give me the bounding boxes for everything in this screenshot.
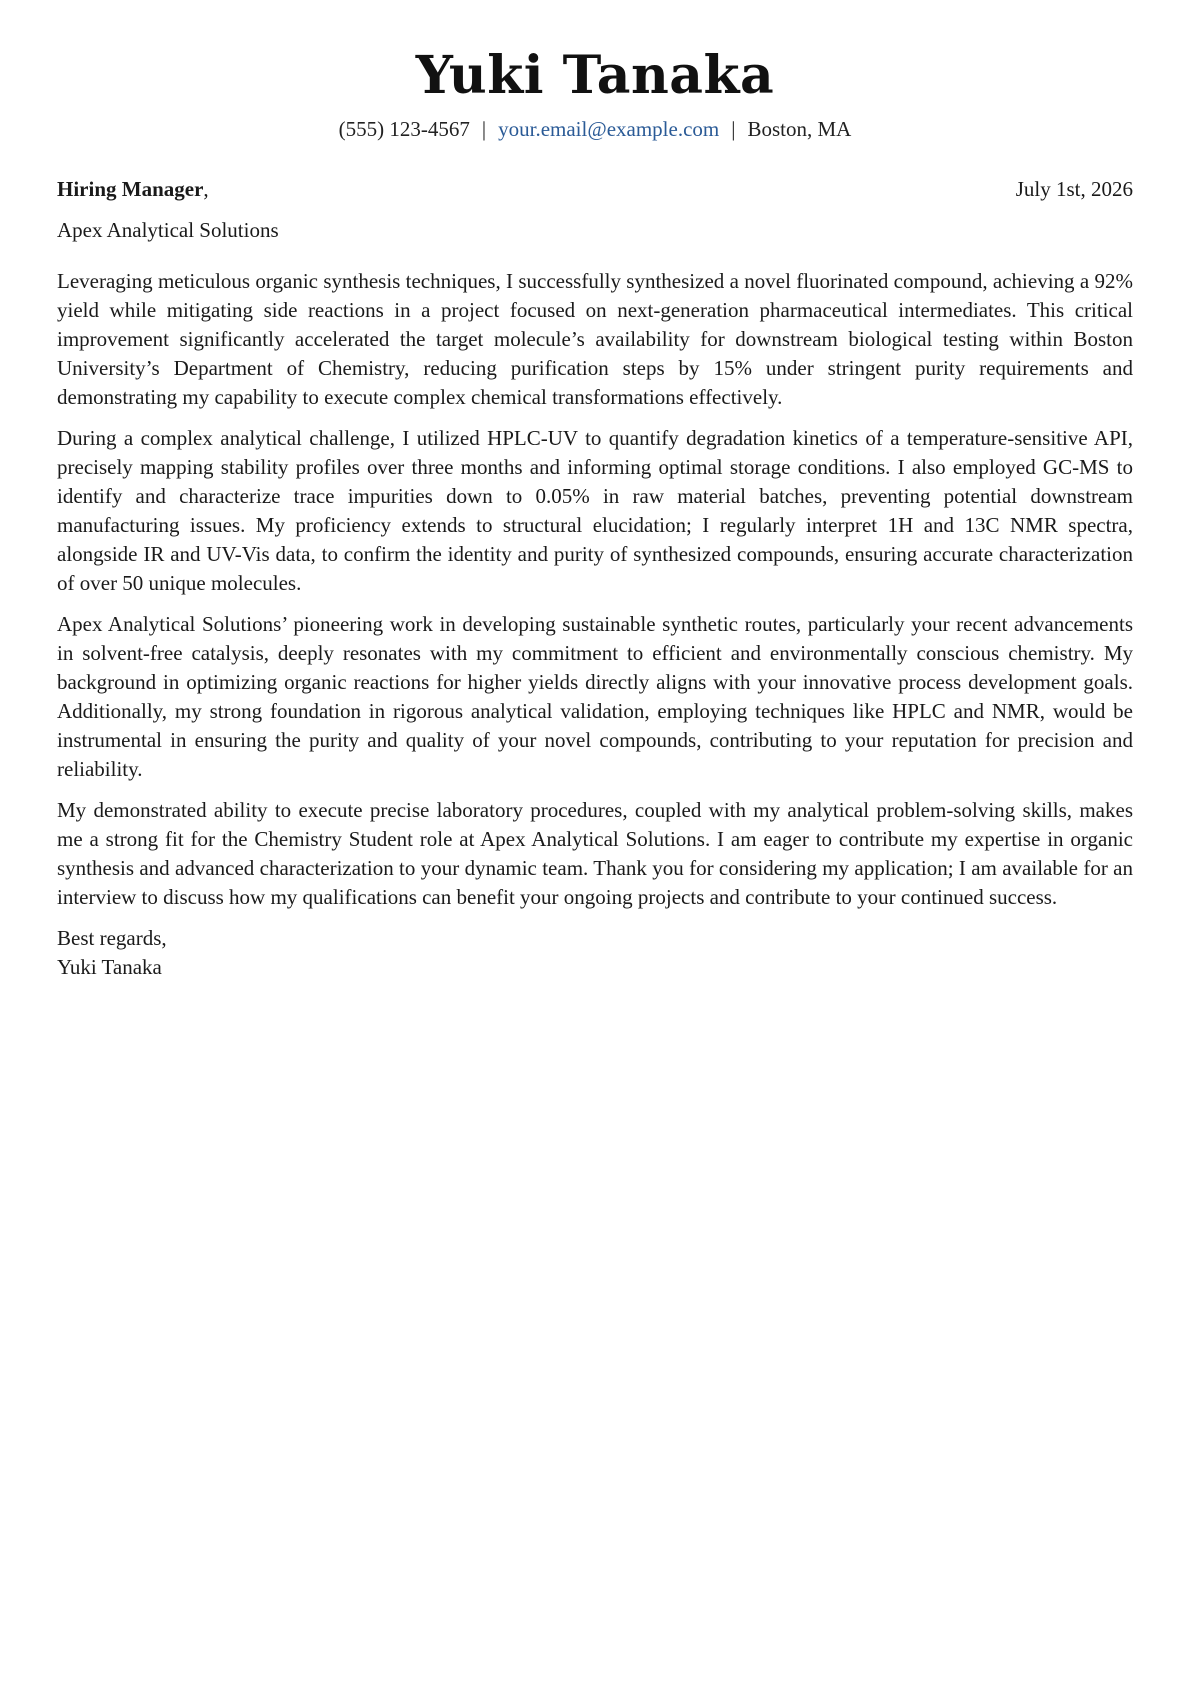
recipient-row <box>57 176 1133 202</box>
signature-name: Yuki Tanaka <box>57 955 162 979</box>
contact-separator: | <box>481 117 487 141</box>
recipient-salutation <box>57 176 209 202</box>
body-paragraph: Leveraging meticulous organic synthesis techniques, I successfully synthesized a novel fluorinated compound, achieving a 92% yield while mitigating side reactions in a project focused on next-generation pharmaceutical intermediates. This critical improvement significantly accelerated the target molecule’s availability for downstream biological testing within Boston University’s Department of Chemistry, reducing purification steps by 15% under stringent purity requirements and demonstrating my capability to execute complex chemical transformations effectively. <box>57 269 1133 409</box>
cover-letter-page <box>57 0 1133 982</box>
recipient-company: Apex Analytical Solutions <box>57 218 279 242</box>
letter-body <box>57 267 1133 912</box>
body-paragraph: My demonstrated ability to execute precise laboratory procedures, coupled with my analytical problem-solving skills, makes me a strong fit for the Chemistry Student role at Apex Analytical Solutions. I am eager to contribute my expertise in organic synthesis and advanced characterization to your dynamic team. Thank you for considering my application; I am available for an interview to discuss how my qualifications can benefit your ongoing projects and contribute to your continued success. <box>57 798 1133 909</box>
letter-closing <box>57 924 1133 982</box>
body-paragraph: During a complex analytical challenge, I utilized HPLC-UV to quantify degradation kinetics of a temperature-sensitive API, precisely mapping stability profiles over three months and informing optimal storage conditions. I also employed GC-MS to identify and characterize trace impurities down to 0.05% in raw material batches, preventing potential downstream manufacturing issues. My proficiency extends to structural elucidation; I regularly interpret 1H and 13C NMR spectra, alongside IR and UV-Vis data, to confirm the identity and purity of synthesized compounds, ensuring accurate characterization of over 50 unique molecules. <box>57 426 1133 595</box>
contact-separator: | <box>731 117 736 141</box>
recipient-comma: , <box>203 177 209 201</box>
body-paragraph: Apex Analytical Solutions’ pioneering work in developing sustainable synthetic routes, particularly your recent advancements in solvent-free catalysis, deeply resonates with my commitment to efficient and environmentally conscious chemistry. My background in optimizing organic reactions for higher yields directly aligns with your innovative process development goals. Additionally, my strong foundation in rigorous analytical validation, employing techniques like HPLC and NMR, would be instrumental in ensuring the purity and quality of your novel compounds, contributing to your reputation for precision and reliability. <box>57 612 1133 781</box>
email-link[interactable]: your.email@example.com <box>498 117 720 141</box>
letter-date: July 1st, 2026 <box>1015 177 1133 201</box>
phone-number: (555) 123-4567 <box>338 117 470 141</box>
applicant-name: Yuki Tanaka <box>415 45 775 106</box>
closing-salutation: Best regards, <box>57 926 167 950</box>
recipient-name: Hiring Manager <box>57 177 204 201</box>
location: Boston, MA <box>747 117 852 141</box>
contact-line <box>57 116 1133 142</box>
